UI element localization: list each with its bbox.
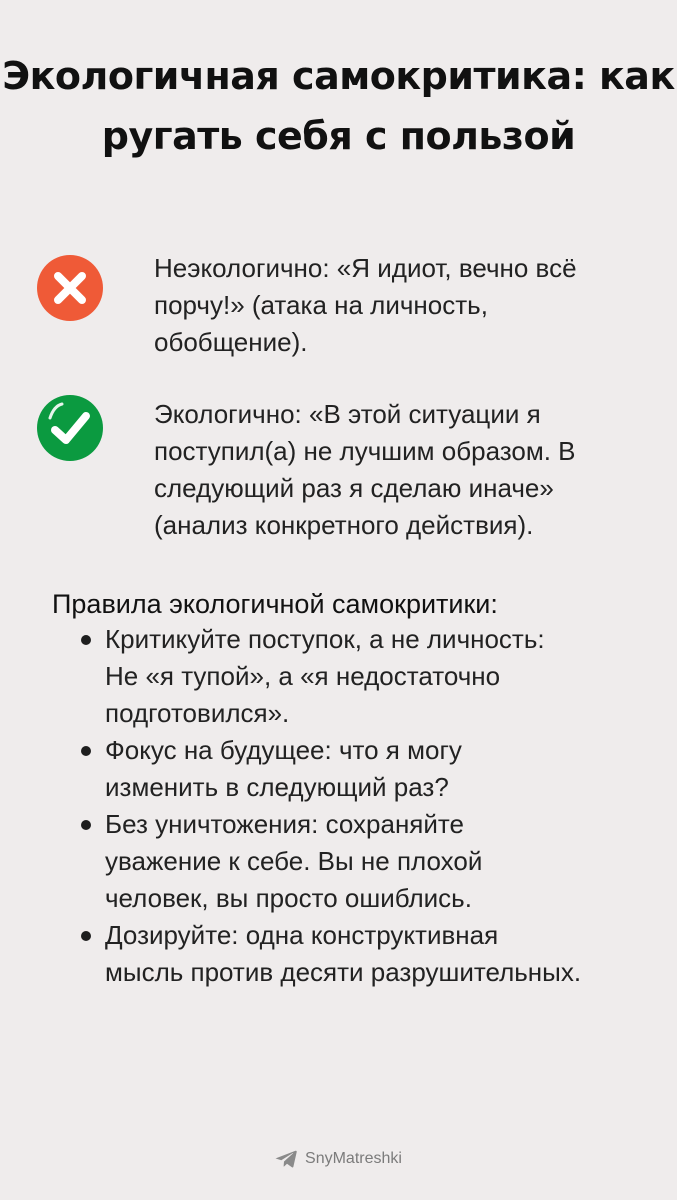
bad-label: Неэкологично: bbox=[154, 253, 330, 283]
rule-1-line-2: Не «я тупой», а «я недостаточно bbox=[105, 661, 501, 691]
rule-4-line-1: Дозируйте: одна конструктивная bbox=[105, 920, 499, 950]
rules-heading: Правила экологичной самокритики: bbox=[52, 589, 498, 619]
rule-2-line-2: изменить в следующий раз? bbox=[105, 772, 449, 802]
good-line-4: (анализ конкретного действия). bbox=[154, 510, 534, 540]
rule-2-line-1: Фокус на будущее: что я могу bbox=[105, 735, 462, 765]
good-label: Экологично: bbox=[154, 399, 302, 429]
good-line-3: следующий раз я сделаю иначе» bbox=[154, 473, 554, 503]
list-item bbox=[0, 621, 677, 732]
title-line-2: ругать себя с пользой bbox=[101, 114, 576, 158]
bad-line-3: обобщение). bbox=[154, 327, 308, 357]
rule-1-line-3: подготовился». bbox=[105, 698, 290, 728]
list-item bbox=[0, 806, 677, 917]
page-title bbox=[0, 46, 677, 166]
rule-3-line-1: Без уничтожения: сохраняйте bbox=[105, 809, 464, 839]
bad-example-text bbox=[154, 250, 654, 361]
rules-list bbox=[0, 621, 677, 991]
rule-3-line-3: человек, вы просто ошиблись. bbox=[105, 883, 472, 913]
rule-1-line-1: Критикуйте поступок, а не личность: bbox=[105, 624, 545, 654]
bad-line-2: порчу!» (атака на личность, bbox=[154, 290, 488, 320]
bad-line-1: «Я идиот, вечно всё bbox=[329, 253, 577, 283]
check-icon bbox=[36, 394, 104, 462]
list-item bbox=[0, 732, 677, 806]
bullet-icon bbox=[81, 635, 91, 645]
bullet-icon bbox=[81, 820, 91, 830]
rule-3-line-2: уважение к себе. Вы не плохой bbox=[105, 846, 483, 876]
close-icon bbox=[36, 254, 104, 322]
title-line-1: Экологичная самокритика: как bbox=[2, 54, 675, 98]
footer-handle: SnyMatreshki bbox=[305, 1150, 402, 1167]
bullet-icon bbox=[81, 746, 91, 756]
good-line-1: «В этой ситуации я bbox=[301, 399, 541, 429]
good-example-text bbox=[154, 396, 654, 544]
telegram-icon bbox=[275, 1150, 297, 1168]
list-item bbox=[0, 917, 677, 991]
rule-4-line-2: мысль против десяти разрушительных. bbox=[105, 957, 582, 987]
footer bbox=[0, 1150, 677, 1168]
bullet-icon bbox=[81, 931, 91, 941]
good-line-2: поступил(а) не лучшим образом. В bbox=[154, 436, 576, 466]
